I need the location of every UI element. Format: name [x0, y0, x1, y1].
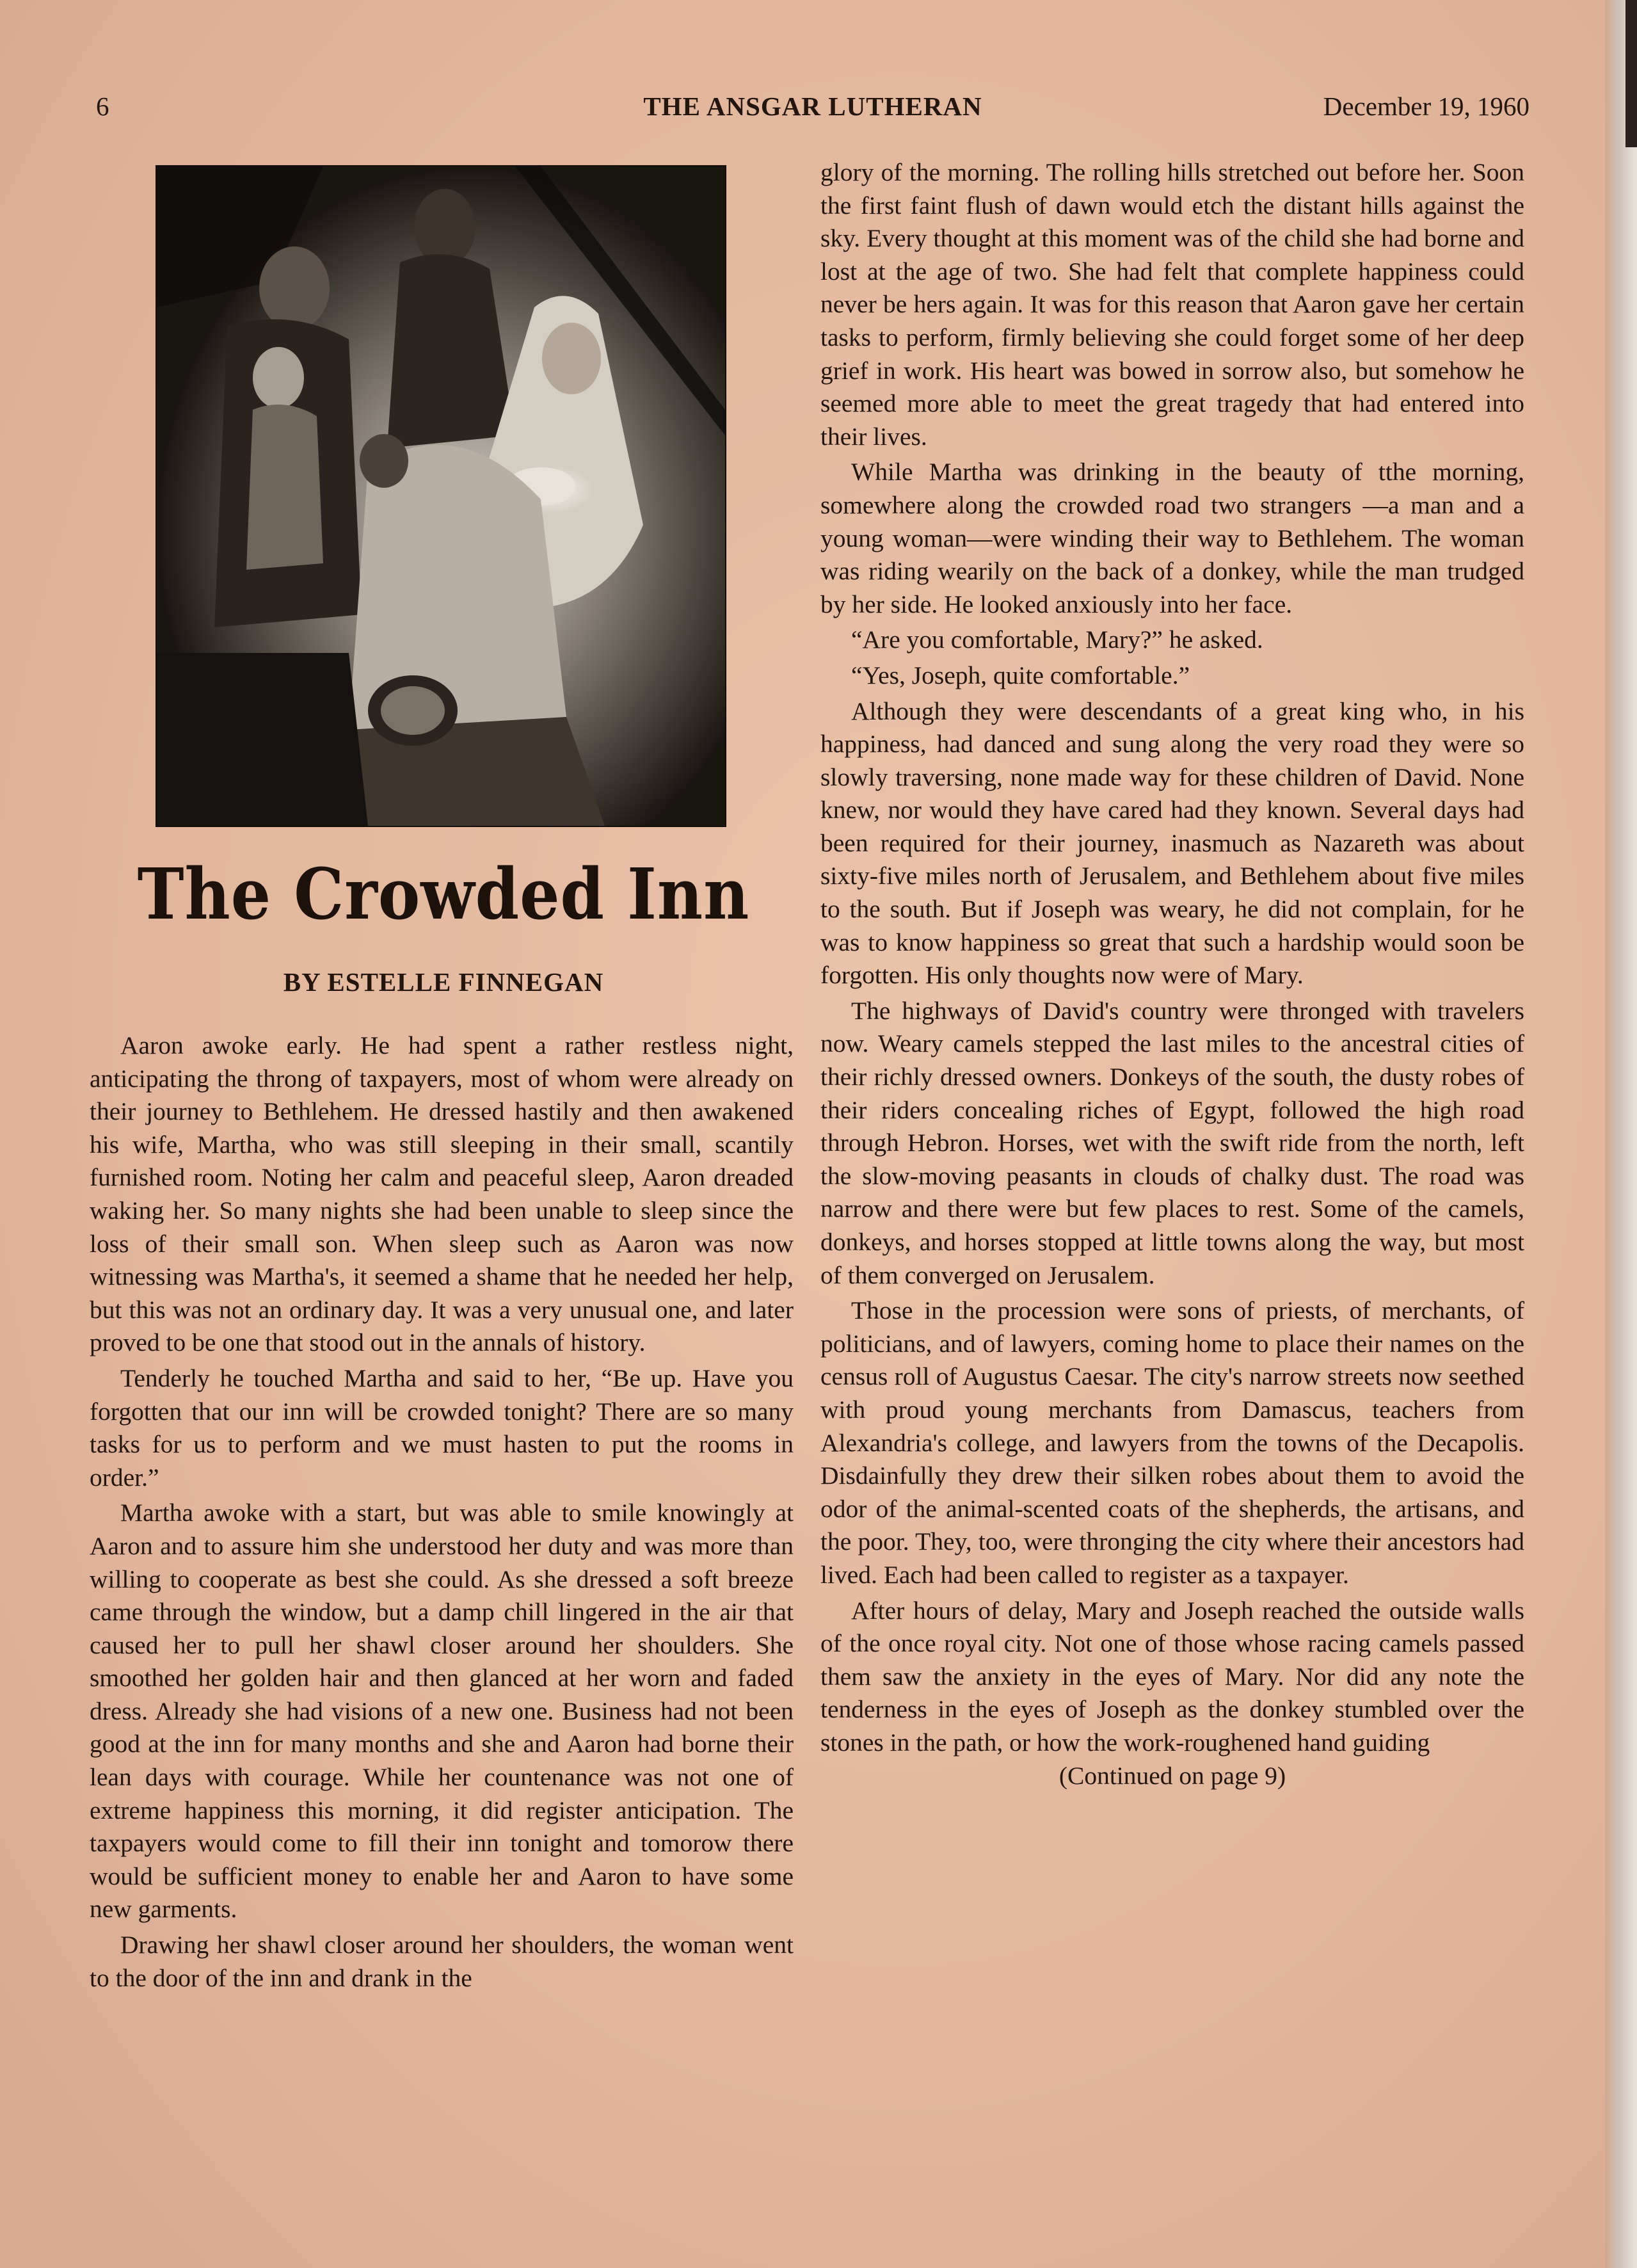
article-paragraph: While Martha was drinking in the beauty of tthe morning, somewhere along the crowded road two strangers —a man and a young woman—were winding their way to Bethlehem. The woman was riding wearily on the back of a donkey, while the man trudged by her side. He looked anxiously into her face. [820, 458, 1524, 618]
article-paragraph: “Are you comfortable, Mary?” he asked. [851, 625, 1263, 654]
article-paragraph: glory of the morning. The rolling hills stretched out before her. Soon the first faint flush of dawn would etch the distant hills against the sky. Every thought at this moment was of the child she had borne and lost at the age of two. She had felt that complete happiness could never be hers again. It was for this reason that Aaron gave her certain tasks to perform, firmly believing she could forget some of her deep grief in work. His heart was bowed in sorrow also, but somehow he seemed more able to meet the great tragedy that had entered into their lives. [820, 158, 1524, 451]
nativity-illustration [156, 165, 726, 827]
article-byline: BY ESTELLE FINNEGAN [283, 967, 604, 997]
nativity-image [157, 166, 725, 826]
article-paragraph: Tenderly he touched Martha and said to her, “Be up. Have you forgotten that our inn will be crowded tonight? There are so many tasks for us to perform and we must hasten to put the rooms in order.” [90, 1363, 794, 1492]
article-paragraph: After hours of delay, Mary and Joseph reached the outside walls of the once royal city. Not one of those whose racing camels passed them saw the anxiety in the eyes of Mary. Nor did any note the tenderness in the eyes of Joseph as the donkey stumbled over the stones in the path, or how the work-roughened hand guiding [820, 1596, 1524, 1757]
page-edge-shadow [1625, 0, 1637, 147]
page-edge [1605, 0, 1637, 2268]
article-paragraph: Although they were descendants of a great king who, in his happiness, had danced and sung along the very road they were so slowly traversing, none made way for these children of David. None knew, nor would they have cared had they known. Several days had been required for their journey, inasmuch as Nazareth was about sixty-five miles north of Jerusalem, and Bethlehem about five miles to the south. But if Joseph was weary, he did not complain, for he was to know happiness so great that such a hardship would soon be forgotten. His only thoughts now were of Mary. [820, 696, 1524, 990]
article-title: The Crowded Inn [137, 853, 750, 936]
page-header [96, 91, 1529, 129]
article-paragraph: Those in the procession were sons of priests, of merchants, of politicians, and of lawyers, coming home to place their names on the census roll of Augustus Caesar. The city's narrow streets now seethed with proud young merchants from Damascus, teachers from Alexandria's college, and lawyers from the towns of the Decapolis. Disdainfully they drew their silken robes about them to avoid the odor of the animal-scented coats of the shepherds, the artisans, and the poor. They, too, were thronging the city where their ancestors had lived. Each had been called to register as a taxpayer. [820, 1296, 1524, 1589]
continued-notice: (Continued on page 9) [1058, 1761, 1286, 1790]
masthead: THE ANSGAR LUTHERAN [643, 92, 982, 121]
article-paragraph: Aaron awoke early. He had spent a rather restless night, anticipating the throng of taxpayers, most of whom were already on their journey to Bethlehem. He dressed hastily and then awakened his wife, Martha, who was still sleeping in their small, scantily furnished room. Noting her calm and peaceful sleep, Aaron dreaded waking her. So many nights she had been unable to sleep since the loss of their small son. When sleep such as Aaron was now witnessing was Martha's, it seemed a shame that he needed her help, but this was not an ordinary day. It was a very unusual one, and later proved to be one that stood out in the annals of history. [90, 1031, 794, 1357]
article-paragraph: Martha awoke with a start, but was able to smile knowingly at Aaron and to assure him she understood her duty and was more than willing to cooperate as best she could. As she dressed a soft breeze came through the window, but a damp chill lingered in the air that caused her to pull her shawl closer around her shoulders. She smoothed her golden hair and then glanced at her worn and faded dress. Already she had visions of a new one. Business had not been good at the inn for many months and she and Aaron had borne their lean days with courage. While her countenance was not one of extreme happiness this morning, it did register anticipation. The taxpayers would come to fill their inn tonight and tomorow there would be sufficient money to enable her and Aaron to have some new garments. [90, 1499, 794, 1924]
article-paragraph: Drawing her shawl closer around her shoulders, the woman went to the door of the inn and drank in the [90, 1931, 794, 1992]
issue-date: December 19, 1960 [1323, 92, 1529, 121]
article-paragraph: The highways of David's country were thronged with travelers now. Weary camels stepped the last miles to the ancestral cities of their richly dressed owners. Donkeys of the south, the dusty robes of their riders concealing riches of Egypt, followed the high road through Hebron. Horses, wet with the swift ride from the north, left the slow-moving peasants in clouds of chalky dust. The road was narrow and there were but few places to rest. Some of the camels, donkeys, and horses stopped at little towns along the way, but most of them converged on Jerusalem. [820, 996, 1524, 1289]
article-paragraph: “Yes, Joseph, quite comfortable.” [851, 661, 1190, 689]
article-column-left [90, 1029, 794, 1995]
page-number: 6 [96, 92, 109, 121]
article-column-right [820, 156, 1524, 1792]
